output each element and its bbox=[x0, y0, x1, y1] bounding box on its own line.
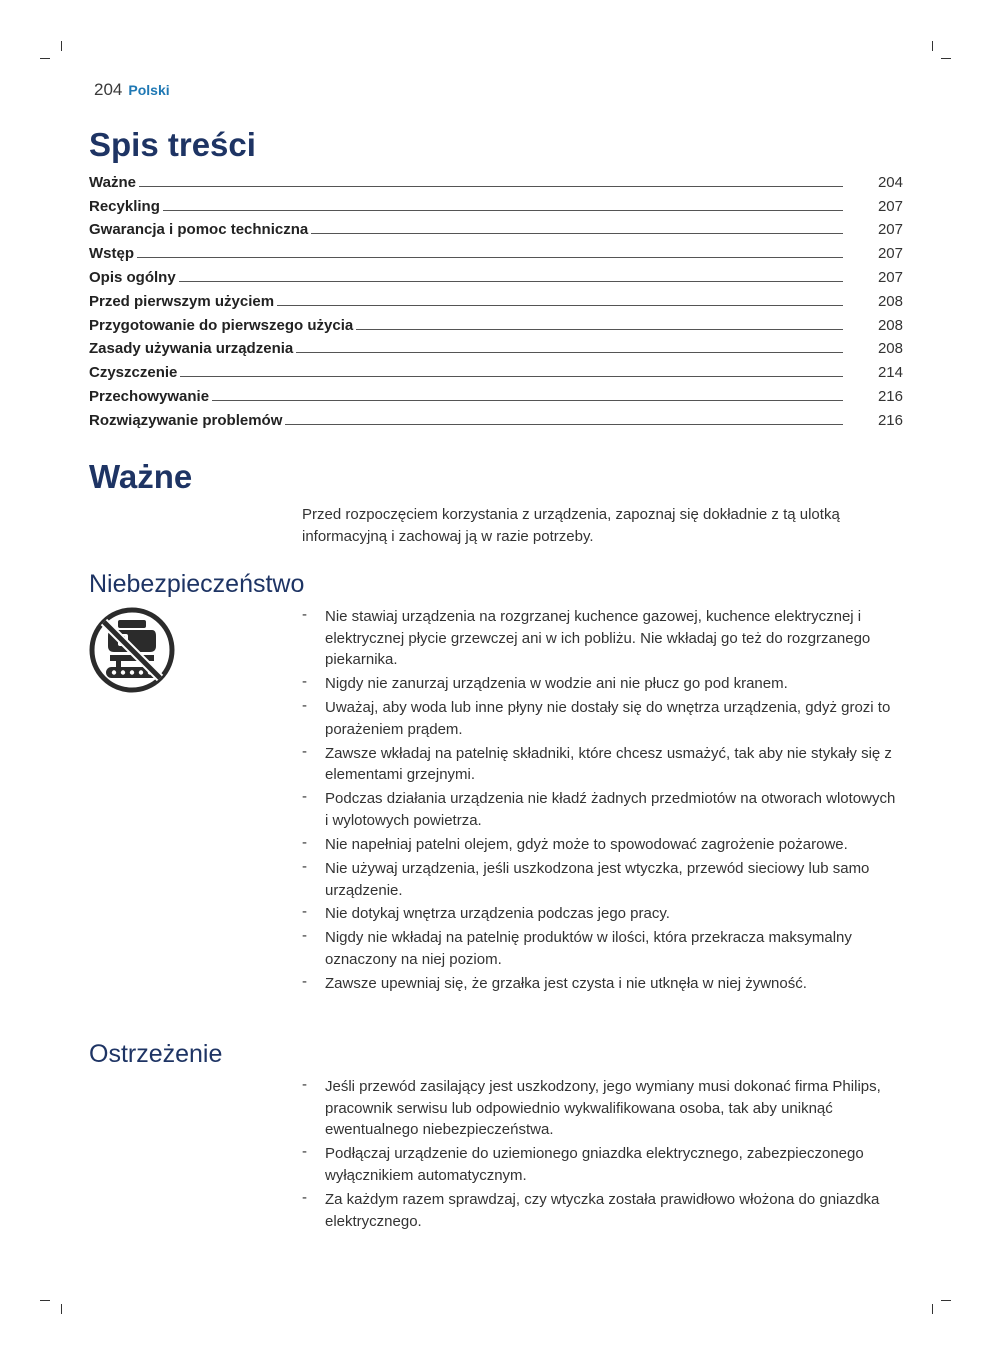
list-item bbox=[302, 1143, 902, 1186]
toc-entry[interactable] bbox=[89, 357, 903, 381]
toc-leader bbox=[139, 186, 843, 187]
toc-entry-page: 204 bbox=[877, 173, 903, 191]
list-item-text: Za każdym razem sprawdzaj, czy wtyczka została prawidłowo włożona do gniazdka elektrycznego. bbox=[325, 1190, 880, 1230]
list-item bbox=[302, 743, 902, 786]
toc-leader bbox=[180, 376, 843, 377]
toc-entry-page: 207 bbox=[877, 221, 903, 239]
toc-entry-label: Przechowywanie bbox=[89, 387, 210, 405]
crop-mark bbox=[932, 41, 933, 51]
toc-entry-label: Czyszczenie bbox=[89, 364, 178, 382]
list-item-text: Zawsze upewniaj się, że grzałka jest czysta i nie utknęła w niej żywność. bbox=[325, 974, 807, 992]
list-item-text: Uważaj, aby woda lub inne płyny nie dostały się do wnętrza urządzenia, gdyż grozi to porażeniem prądem. bbox=[325, 699, 891, 738]
toc-entry[interactable] bbox=[89, 215, 903, 239]
list-item bbox=[302, 1076, 902, 1141]
toc-entry-page: 207 bbox=[877, 197, 903, 215]
list-item bbox=[302, 834, 902, 856]
language-label: Polski bbox=[128, 82, 170, 98]
warning-list bbox=[302, 1076, 902, 1234]
toc-leader bbox=[296, 352, 843, 353]
table-of-contents bbox=[89, 167, 903, 429]
bullet-dash: - bbox=[302, 742, 307, 760]
list-item-text: Jeśli przewód zasilający jest uszkodzony, jego wymiany musi dokonać firma Philips, pracownik serwisu lub odpowiednio wykwalifikowana osoba, tak aby uniknąć ewentualnego niebezpieczeństwa. bbox=[325, 1078, 881, 1139]
bullet-dash: - bbox=[302, 606, 307, 623]
list-item bbox=[302, 697, 902, 740]
page-header bbox=[94, 80, 170, 100]
toc-leader bbox=[285, 424, 843, 425]
list-item bbox=[302, 927, 902, 970]
crop-mark bbox=[40, 1300, 50, 1301]
bullet-dash: - bbox=[302, 1076, 307, 1093]
toc-entry[interactable] bbox=[89, 310, 903, 334]
toc-entry[interactable] bbox=[89, 405, 903, 429]
toc-entry-label: Opis ogólny bbox=[89, 268, 176, 286]
list-item-text: Nigdy nie zanurzaj urządzenia w wodzie ani nie płucz go pod kranem. bbox=[325, 675, 788, 693]
bullet-dash: - bbox=[302, 1188, 307, 1206]
toc-entry[interactable] bbox=[89, 191, 903, 215]
bullet-dash: - bbox=[302, 1143, 307, 1161]
toc-leader bbox=[179, 281, 843, 282]
list-item bbox=[302, 973, 902, 995]
toc-entry-label: Gwarancja i pomoc techniczna bbox=[89, 221, 309, 239]
toc-entry[interactable] bbox=[89, 286, 903, 310]
danger-heading: Niebezpieczeństwo bbox=[89, 570, 305, 598]
toc-leader bbox=[277, 305, 843, 306]
crop-mark bbox=[941, 58, 951, 59]
toc-leader bbox=[212, 400, 843, 401]
list-item bbox=[302, 673, 902, 695]
bullet-dash: - bbox=[302, 673, 307, 691]
toc-entry[interactable] bbox=[89, 167, 903, 191]
toc-entry[interactable] bbox=[89, 334, 903, 358]
toc-entry-page: 216 bbox=[877, 411, 903, 429]
toc-leader bbox=[311, 233, 843, 234]
list-item bbox=[302, 858, 902, 901]
list-item-text: Nigdy nie wkładaj na patelnię produktów w ilości, która przekracza maksymalny oznaczony na niej poziom. bbox=[325, 929, 852, 969]
no-stovetop-icon bbox=[88, 606, 176, 694]
list-item-text: Nie stawiaj urządzenia na rozgrzanej kuchence gazowej, kuchence elektrycznej i elektrycznej płycie grzewczej ani w ich pobliżu. Nie wkładaj go też do rozgrzanego piekarnika. bbox=[325, 608, 871, 669]
toc-entry-page: 208 bbox=[877, 292, 903, 310]
crop-mark bbox=[61, 41, 62, 51]
toc-leader bbox=[163, 210, 843, 211]
toc-entry-page: 208 bbox=[877, 316, 903, 334]
toc-entry[interactable] bbox=[89, 262, 903, 286]
danger-list bbox=[302, 606, 902, 997]
bullet-dash: - bbox=[302, 903, 307, 921]
list-item-text: Podłączaj urządzenie do uziemionego gniazdka elektrycznego, zabezpieczonego wyłącznikiem automatycznym. bbox=[325, 1145, 864, 1184]
bullet-dash: - bbox=[302, 927, 307, 945]
list-item-text: Nie używaj urządzenia, jeśli uszkodzona jest wtyczka, przewód sieciowy lub samo urządzenie. bbox=[325, 859, 870, 899]
toc-entry-label: Zasady używania urządzenia bbox=[89, 340, 294, 358]
toc-leader bbox=[137, 257, 843, 258]
warning-heading: Ostrzeżenie bbox=[89, 1040, 223, 1068]
crop-mark bbox=[941, 1300, 951, 1301]
page-number: 204 bbox=[94, 80, 123, 99]
bullet-dash: - bbox=[302, 972, 307, 990]
bullet-dash: - bbox=[302, 857, 307, 875]
toc-entry-label: Rozwiązywanie problemów bbox=[89, 411, 283, 429]
list-item bbox=[302, 788, 902, 831]
list-item-text: Zawsze wkładaj na patelnię składniki, które chcesz usmażyć, tak aby nie stykały się z elementami grzejnymi. bbox=[325, 744, 892, 784]
toc-entry-label: Recykling bbox=[89, 197, 160, 215]
list-item-text: Nie napełniaj patelni olejem, gdyż może to spowodować zagrożenie pożarowe. bbox=[325, 835, 848, 853]
toc-entry-page: 208 bbox=[877, 340, 903, 358]
bullet-dash: - bbox=[302, 833, 307, 851]
crop-mark bbox=[61, 1304, 62, 1314]
list-item bbox=[302, 606, 902, 671]
toc-entry-label: Przygotowanie do pierwszego użycia bbox=[89, 316, 354, 334]
list-item-text: Nie dotykaj wnętrza urządzenia podczas jego pracy. bbox=[325, 905, 670, 923]
toc-entry-page: 214 bbox=[877, 364, 903, 382]
bullet-dash: - bbox=[302, 697, 307, 715]
list-item-text: Podczas działania urządzenia nie kładź żadnych przedmiotów na otworach wlotowych i wylotowych powietrza. bbox=[325, 790, 896, 830]
toc-entry-label: Wstęp bbox=[89, 245, 134, 263]
bullet-dash: - bbox=[302, 788, 307, 806]
toc-entry[interactable] bbox=[89, 238, 903, 262]
list-item bbox=[302, 1189, 902, 1232]
toc-entry-page: 207 bbox=[877, 245, 903, 263]
toc-entry-page: 207 bbox=[877, 268, 903, 286]
intro-paragraph: Przed rozpoczęciem korzystania z urządzenia, zapoznaj się dokładnie z tą ulotką informacyjną i zachowaj ją w razie potrzeby. bbox=[302, 506, 840, 545]
toc-entry-label: Przed pierwszym użyciem bbox=[89, 292, 275, 310]
toc-entry-page: 216 bbox=[877, 387, 903, 405]
toc-leader bbox=[356, 329, 843, 330]
crop-mark bbox=[40, 58, 50, 59]
section-title-important: Ważne bbox=[89, 458, 193, 495]
crop-mark bbox=[932, 1304, 933, 1314]
toc-title: Spis treści bbox=[89, 126, 256, 163]
list-item bbox=[302, 903, 902, 925]
toc-entry[interactable] bbox=[89, 381, 903, 405]
toc-entry-label: Ważne bbox=[89, 173, 136, 191]
